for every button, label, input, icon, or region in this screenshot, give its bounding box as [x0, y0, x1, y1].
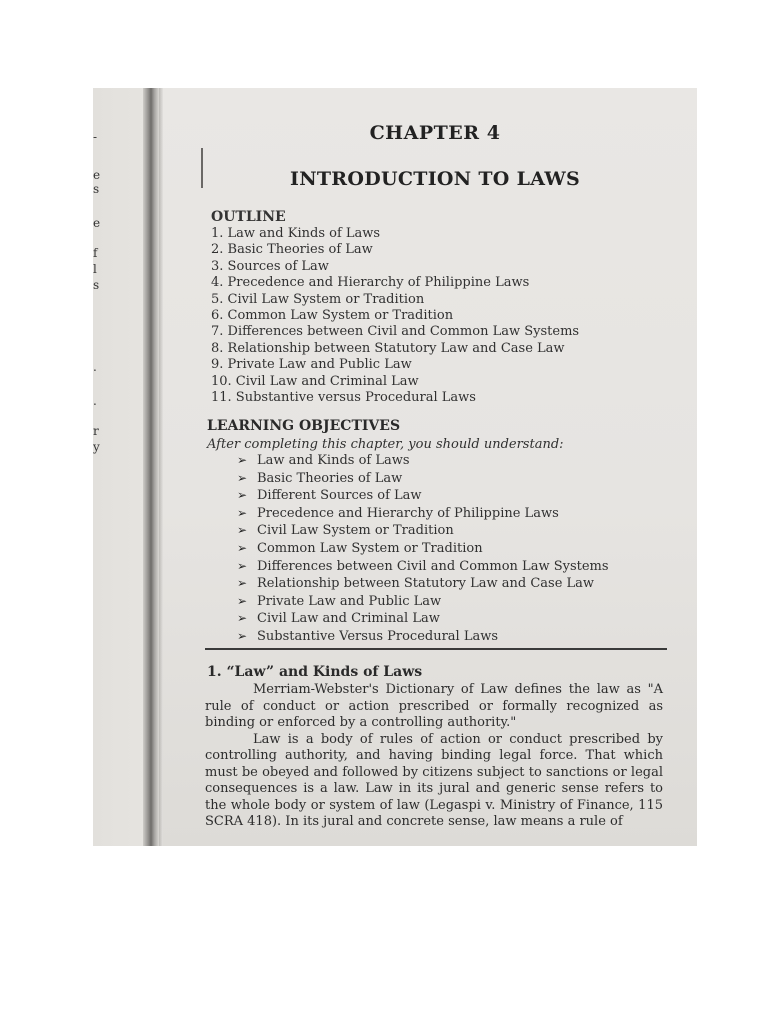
gutter-edge — [159, 88, 163, 846]
learning-objectives-intro: After completing this chapter, you should understand: — [207, 437, 564, 452]
previous-page-edge — [93, 88, 149, 846]
prev-page-fragment: y — [93, 440, 100, 454]
objective-item — [237, 628, 609, 646]
objective-item — [237, 522, 609, 540]
objective-item — [237, 470, 609, 488]
prev-page-fragment: f — [93, 246, 98, 260]
objective-item — [237, 575, 609, 593]
objective-text: Differences between Civil and Common Law Systems — [257, 558, 609, 574]
prev-page-fragment: e — [93, 168, 101, 182]
outline-item: 5. Civil Law System or Tradition — [211, 291, 425, 307]
arrow-bullet-icon: ➢ — [237, 593, 248, 608]
objective-text: Precedence and Hierarchy of Philippine Laws — [257, 505, 559, 521]
outline-list — [211, 226, 579, 406]
chapter-page — [199, 88, 671, 846]
section-heading: 1. “Law” and Kinds of Laws — [207, 664, 423, 680]
arrow-bullet-icon: ➢ — [237, 505, 248, 520]
arrow-bullet-icon: ➢ — [237, 453, 248, 467]
section-body — [205, 682, 663, 831]
objective-item — [237, 610, 609, 628]
objective-text: Private Law and Public Law — [257, 593, 442, 609]
arrow-bullet-icon: ➢ — [237, 628, 248, 643]
objectives-list — [237, 452, 609, 646]
prev-page-fragment: - — [93, 130, 98, 144]
prev-page-fragment: s — [93, 182, 100, 196]
prev-page-fragment: . — [93, 360, 97, 374]
book-gutter-shadow — [143, 88, 159, 846]
arrow-bullet-icon: ➢ — [237, 488, 248, 503]
objective-text: Law and Kinds of Laws — [257, 453, 410, 468]
outline-item: 9. Private Law and Public Law — [211, 357, 412, 373]
objective-text: Basic Theories of Law — [257, 470, 403, 486]
outline-item: 1. Law and Kinds of Laws — [211, 226, 381, 241]
objective-item — [237, 593, 609, 611]
arrow-bullet-icon: ➢ — [237, 576, 248, 591]
objective-text: Civil Law and Criminal Law — [257, 611, 440, 627]
chapter-number: CHAPTER 4 — [369, 122, 501, 144]
outline-item: 3. Sources of Law — [211, 258, 329, 274]
arrow-bullet-icon: ➢ — [237, 611, 248, 626]
objective-text: Common Law System or Tradition — [257, 540, 483, 556]
body-paragraph: Law is a body of rules of action or conduct prescribed by controlling authority, and having binding legal force. That which must be obeyed and followed by citizens subject to sanctions or legal consequences is a law. Law in its jural and generic sense refers to the whole body or system of law (Legaspi v. Ministry of Finance, 115 SCRA 418). In its jural and concrete sense, law means a rule of — [205, 731, 663, 829]
arrow-bullet-icon: ➢ — [237, 540, 248, 555]
objective-item — [237, 505, 609, 523]
prev-page-fragment: l — [93, 262, 97, 276]
objective-item — [237, 452, 609, 470]
learning-objectives-heading: LEARNING OBJECTIVES — [207, 418, 401, 434]
objective-item — [237, 487, 609, 505]
outline-item: 2. Basic Theories of Law — [211, 242, 373, 258]
prev-page-fragment: . — [93, 394, 97, 408]
outline-item: 8. Relationship between Statutory Law and Case Law — [211, 340, 565, 356]
outline-heading: OUTLINE — [211, 209, 286, 225]
objective-text: Different Sources of Law — [257, 488, 422, 504]
arrow-bullet-icon: ➢ — [237, 558, 248, 573]
objective-text: Relationship between Statutory Law and Case Law — [257, 576, 595, 592]
objective-item — [237, 540, 609, 558]
book-page-photo — [93, 88, 697, 846]
outline-item: 10. Civil Law and Criminal Law — [211, 373, 419, 389]
chapter-title: INTRODUCTION TO LAWS — [290, 168, 580, 190]
prev-page-fragment: e — [93, 216, 101, 230]
outline-item: 4. Precedence and Hierarchy of Philippine Laws — [211, 275, 530, 291]
arrow-bullet-icon: ➢ — [237, 523, 248, 538]
objective-text: Civil Law System or Tradition — [257, 523, 454, 539]
outline-item: 6. Common Law System or Tradition — [211, 308, 454, 324]
prev-page-fragment: r — [93, 424, 99, 438]
prev-page-fragment: s — [93, 278, 100, 292]
objective-text: Substantive Versus Procedural Laws — [257, 628, 499, 644]
objective-item — [237, 558, 609, 576]
body-paragraph: Merriam-Webster's Dictionary of Law defines the law as "A rule of conduct or action prescribed or formally recognized as binding or enforced by a controlling authority." — [205, 682, 663, 730]
arrow-bullet-icon: ➢ — [237, 470, 248, 485]
outline-item: 11. Substantive versus Procedural Laws — [211, 390, 476, 406]
outline-item: 7. Differences between Civil and Common Law Systems — [211, 324, 580, 340]
section-divider — [205, 648, 667, 650]
